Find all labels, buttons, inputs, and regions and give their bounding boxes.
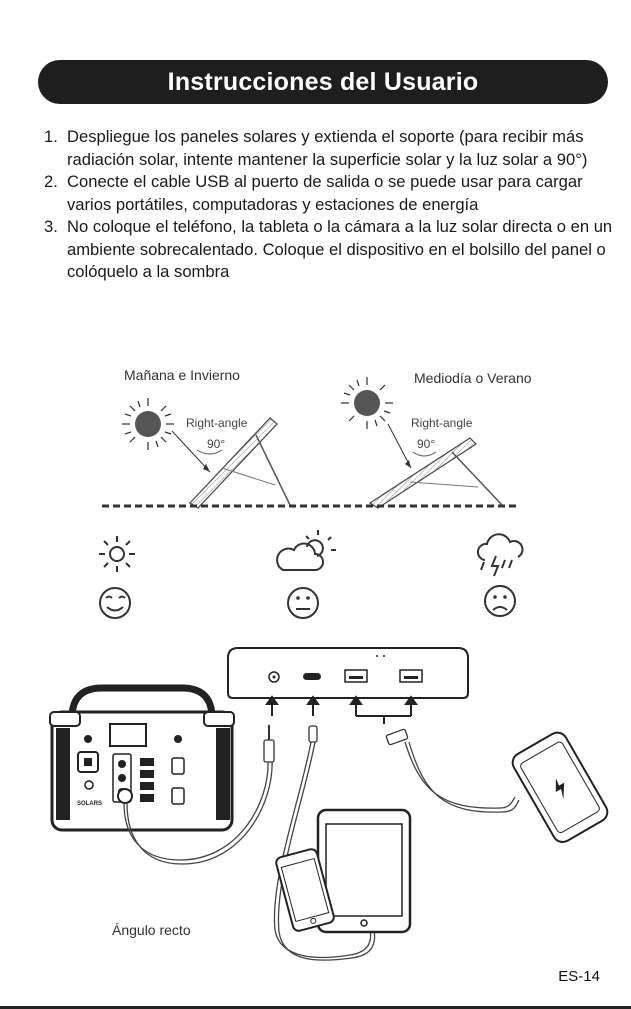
right-diagram-caption: Mediodía o Verano [414, 370, 532, 386]
neutral-face-icon [288, 588, 318, 618]
power-station [50, 688, 234, 830]
instruction-number: 2. [44, 172, 58, 191]
right-angle-label: Right-angle [411, 416, 473, 430]
right-degrees-label: 90° [417, 437, 436, 451]
instruction-text: Despliegue los paneles solares y extienda el soporte (para recibir más radiación solar, intente mantener la superficie solar y la luz solar a 90°) [67, 127, 588, 169]
storm-icon [478, 534, 523, 576]
solar-panel-left [172, 418, 290, 508]
angle-caption: Ángulo recto [112, 922, 191, 938]
sun-icon [122, 398, 174, 450]
usb-c-port-icon [303, 673, 321, 680]
page-title: Instrucciones del Usuario [38, 60, 608, 104]
solar-panel-right [370, 424, 502, 508]
instruction-text: No coloque el teléfono, la tableta o la cámara a la luz solar directa o en un ambiente sobrecalentado. Coloque el dispositivo en el bolsillo del panel o colóquelo a la sombra [67, 217, 613, 281]
instruction-number: 3. [44, 217, 58, 236]
port-arrows [267, 697, 416, 724]
left-degrees-label: 90° [207, 437, 226, 451]
station-display [110, 724, 146, 746]
instruction-text: Conecte el cable USB al puerto de salida o se puede usar para cargar varios portátiles, computadoras y estaciones de energía [67, 172, 583, 214]
station-brand: SOLARS [77, 801, 103, 807]
smartphone-charging [509, 729, 611, 846]
partly-cloudy-icon [277, 530, 336, 570]
instruction-number: 1. [44, 127, 58, 146]
panel-output-box [228, 648, 468, 698]
page-number: ES-14 [558, 968, 600, 985]
sun-icon [341, 377, 393, 429]
left-diagram-caption: Mañana e Invierno [124, 367, 240, 383]
dc-input-port-icon [118, 789, 132, 803]
happy-face-icon [100, 588, 130, 618]
sad-face-icon [485, 586, 515, 616]
left-angle-label: Right-angle [186, 416, 248, 430]
sun-icon [99, 536, 135, 572]
